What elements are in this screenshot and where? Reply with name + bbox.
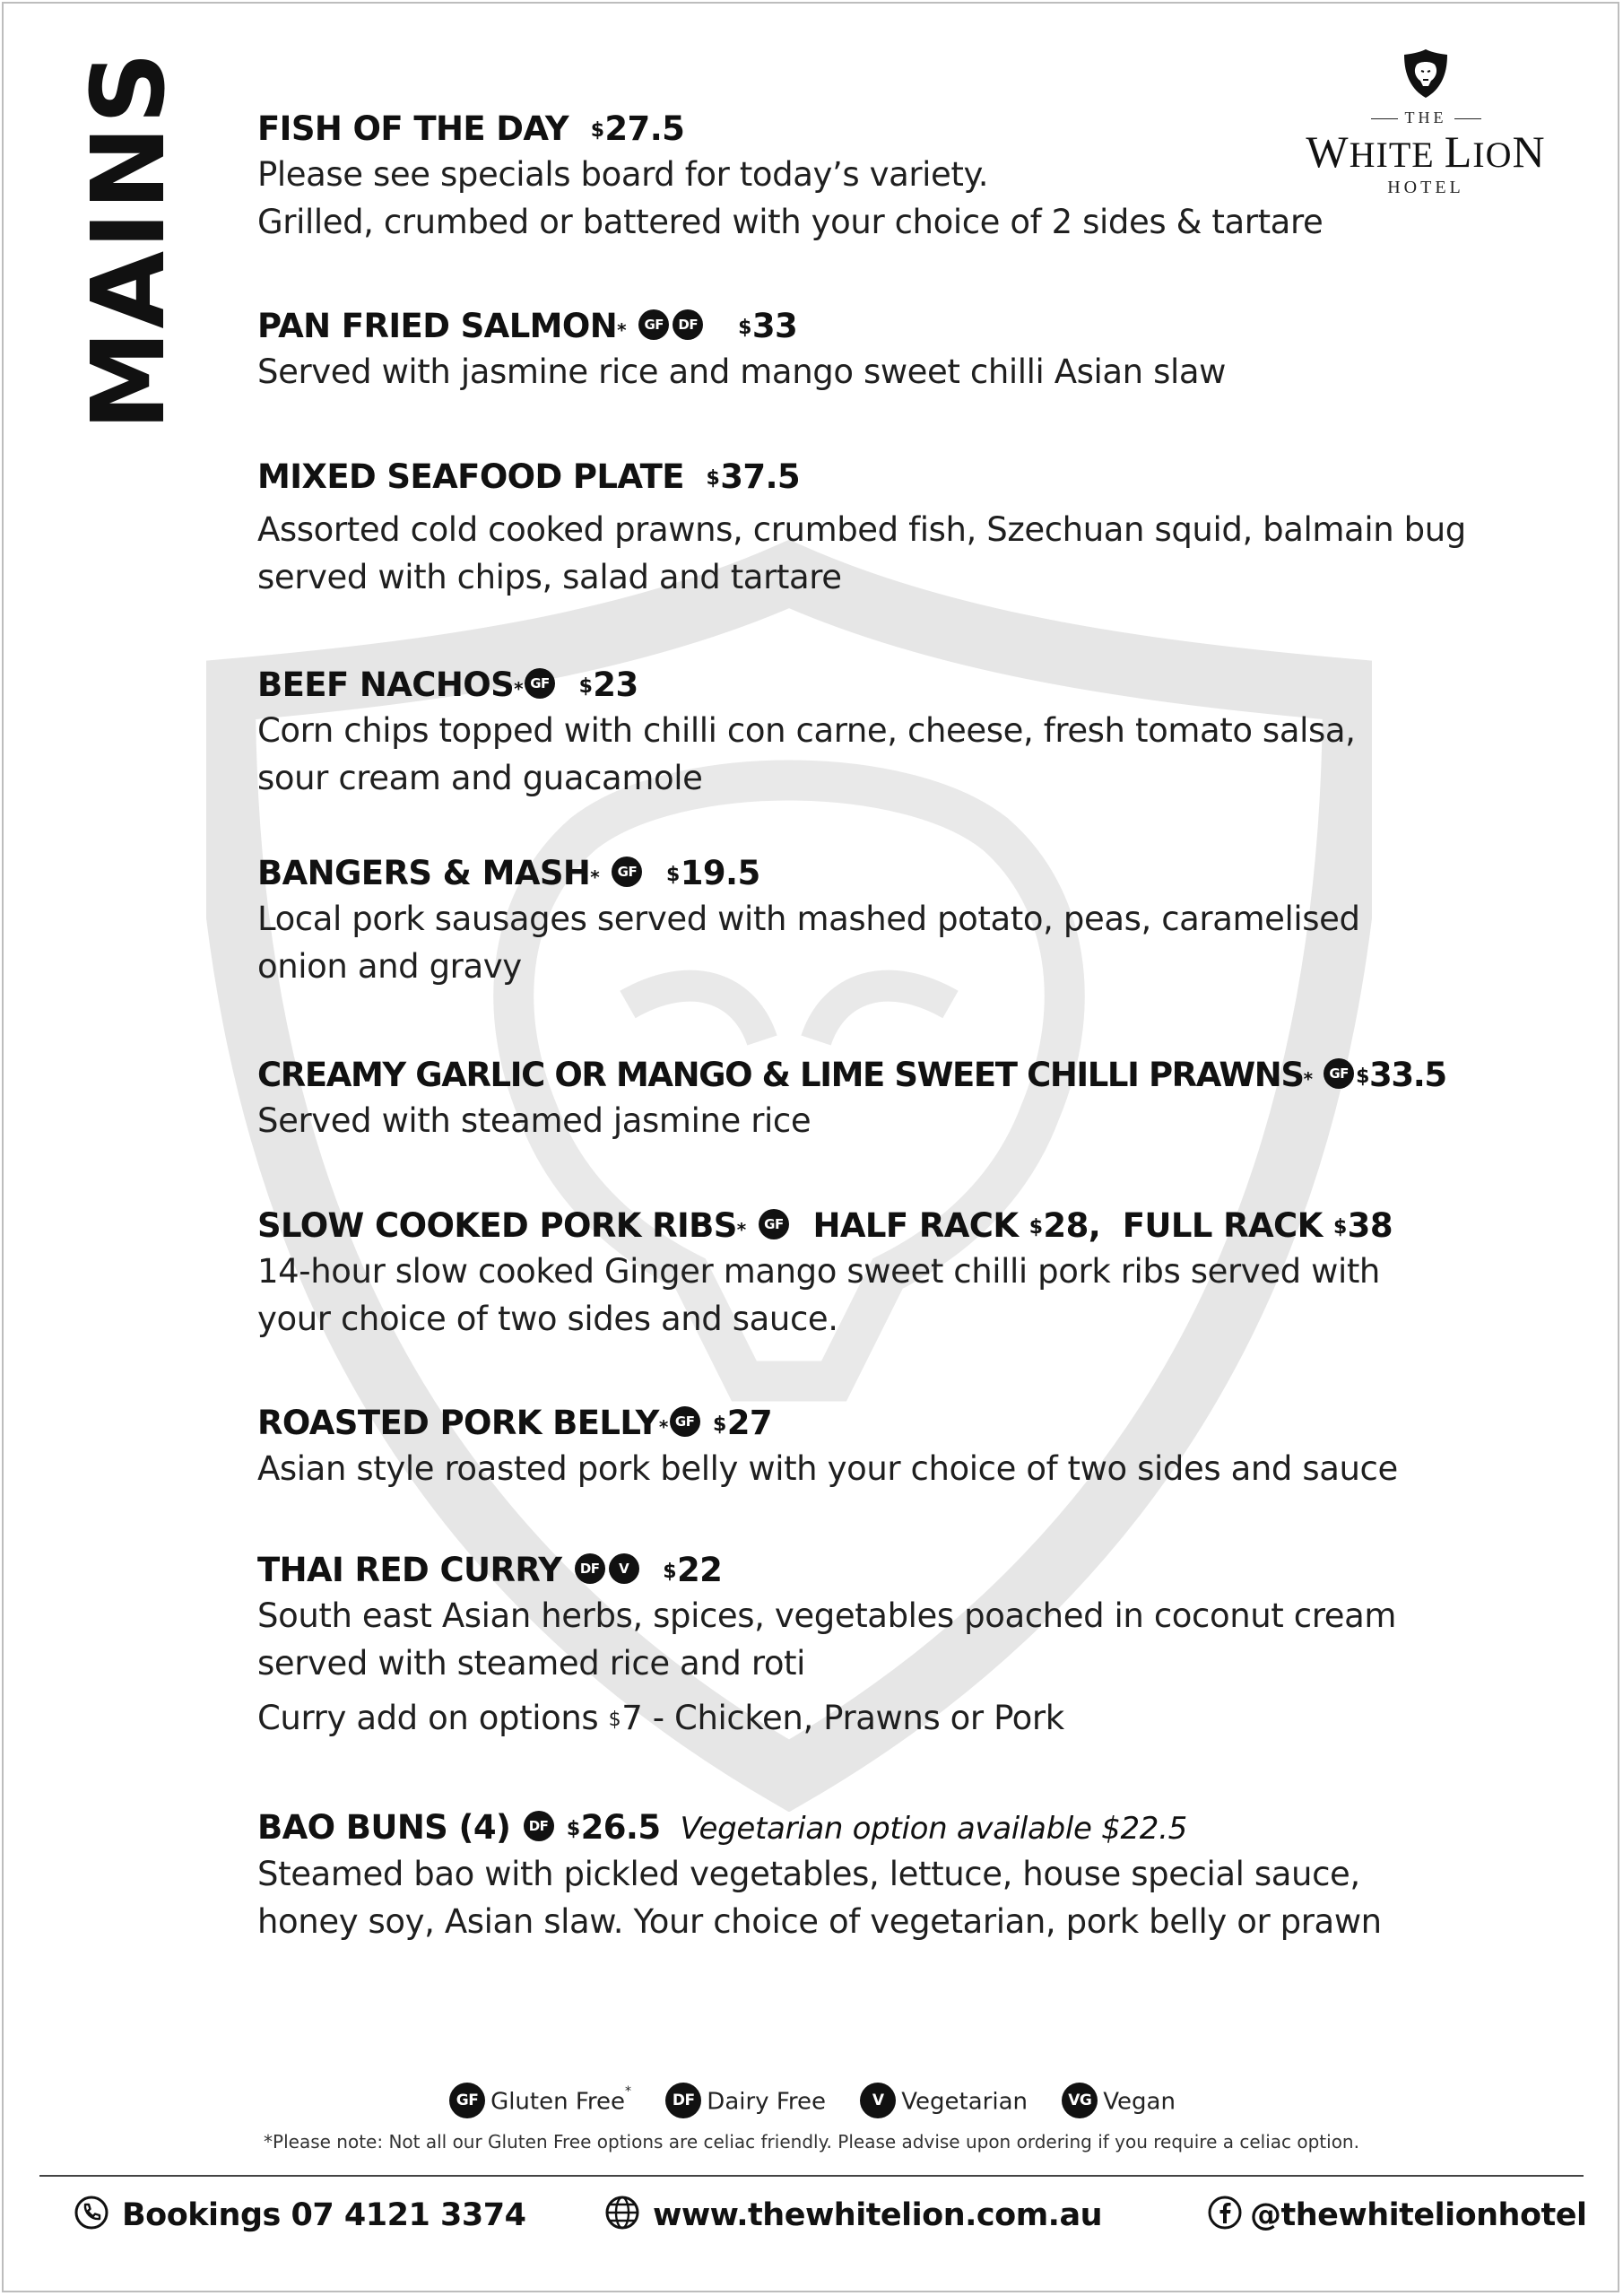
gf-badge-icon: GF [759, 1209, 789, 1239]
item-description: South east Asian herbs, spices, vegetables poached in coconut cream [257, 1596, 1396, 1635]
item-heading: THAI RED CURRY DF V $22 [257, 1551, 723, 1589]
gf-badge-icon: GF [612, 857, 642, 887]
lion-crest-icon [1401, 47, 1451, 100]
v-badge-icon: V [860, 2083, 896, 2118]
menu-item-mixed-seafood-plate [257, 456, 1513, 601]
df-badge-icon: DF [524, 1811, 554, 1841]
item-heading: BEEF NACHOS* GF $23 [257, 665, 638, 704]
globe-icon [604, 2195, 640, 2231]
item-description: honey soy, Asian slaw. Your choice of vegetarian, pork belly or prawn [257, 1902, 1382, 1941]
item-heading: MIXED SEAFOOD PLATE $37.5 [257, 457, 801, 496]
item-heading: ROASTED PORK BELLY* GF $27 [257, 1404, 772, 1442]
legend-vegan: VG Vegan [1060, 2084, 1176, 2120]
logo-hotel: HOTEL [1387, 178, 1464, 197]
menu-item-fish-of-the-day [257, 108, 1513, 246]
item-description: served with chips, salad and tartare [257, 558, 842, 596]
menu-item-thai-red-curry [257, 1549, 1513, 1742]
phone-icon [74, 2195, 109, 2231]
gf-badge-icon: GF [638, 309, 669, 340]
gf-badge-icon: GF [525, 668, 555, 699]
item-heading: FISH OF THE DAY $27.5 [257, 109, 685, 148]
footer-social[interactable]: @thewhitelionhotel [1207, 2197, 1587, 2234]
celiac-disclaimer: *Please note: Not all our Gluten Free options are celiac friendly. Please advise upon ordering if you require a celiac option. [264, 2131, 1359, 2152]
gf-badge-icon: GF [670, 1406, 700, 1437]
footer-divider [39, 2175, 1584, 2177]
df-badge-icon: DF [665, 2083, 701, 2118]
footer-bookings[interactable]: Bookings 07 4121 3374 [74, 2197, 525, 2234]
item-description: sour cream and guacamole [257, 759, 703, 797]
item-description: 14-hour slow cooked Ginger mango sweet chilli pork ribs served with [257, 1252, 1380, 1291]
menu-item-roasted-pork-belly [257, 1402, 1513, 1492]
footer-website[interactable]: www.thewhitelion.com.au [604, 2197, 1102, 2234]
legend-gluten-free: GF Gluten Free* [447, 2084, 631, 2120]
item-description: served with steamed rice and roti [257, 1644, 806, 1683]
item-description: Please see specials board for today’s variety. [257, 155, 989, 194]
vegetarian-note: Vegetarian option available $22.5 [680, 1811, 1187, 1847]
df-badge-icon: DF [575, 1553, 605, 1584]
item-description: onion and gravy [257, 947, 522, 986]
item-description: Served with jasmine rice and mango sweet chilli Asian slaw [257, 352, 1226, 391]
menu-item-pork-ribs [257, 1205, 1513, 1343]
logo-the: THE [1273, 109, 1578, 127]
menu-item-pan-fried-salmon [257, 305, 1513, 396]
item-heading: SLOW COOKED PORK RIBS* GF HALF RACK $28, FULL RACK $38 [257, 1206, 1393, 1245]
legend-dairy-free: DF Dairy Free [664, 2084, 826, 2120]
item-heading: CREAMY GARLIC OR MANGO & LIME SWEET CHILLI PRAWNS* GF $33.5 [257, 1056, 1446, 1094]
legend-vegetarian: V Vegetarian [858, 2084, 1028, 2120]
item-heading: PAN FRIED SALMON* GF DF $33 [257, 307, 798, 345]
item-description: Local pork sausages served with mashed potato, peas, caramelised [257, 900, 1360, 938]
item-description: Asian style roasted pork belly with your choice of two sides and sauce [257, 1449, 1398, 1488]
curry-addon: Curry add on options $7 - Chicken, Prawns or Pork [257, 1699, 1064, 1737]
item-description: Corn chips topped with chilli con carne, cheese, fresh tomato salsa, [257, 711, 1356, 750]
logo-name: WHITE LION [1306, 126, 1546, 177]
item-description: Served with steamed jasmine rice [257, 1101, 812, 1140]
item-description: Steamed bao with pickled vegetables, lettuce, house special sauce, [257, 1855, 1360, 1893]
gf-badge-icon: GF [1324, 1058, 1354, 1089]
menu-item-bao-buns [257, 1806, 1513, 1945]
facebook-icon [1207, 2195, 1243, 2231]
menu-item-beef-nachos [257, 664, 1513, 802]
menu-item-prawns [257, 1054, 1513, 1144]
item-heading: BAO BUNS (4) DF $26.5 Vegetarian option available $22.5 [257, 1808, 1187, 1847]
v-badge-icon: V [609, 1553, 639, 1584]
item-heading: BANGERS & MASH* GF $19.5 [257, 854, 760, 892]
dietary-legend [0, 2084, 1623, 2120]
menu-item-bangers-and-mash [257, 852, 1513, 990]
item-description: your choice of two sides and sauce. [257, 1300, 838, 1338]
vg-badge-icon: VG [1062, 2083, 1098, 2118]
item-description: Assorted cold cooked prawns, crumbed fish, Szechuan squid, balmain bug [257, 510, 1466, 549]
df-badge-icon: DF [673, 309, 703, 340]
section-title: MAINS [71, 49, 187, 430]
gf-badge-icon: GF [449, 2083, 485, 2118]
item-description: Grilled, crumbed or battered with your choice of 2 sides & tartare [257, 203, 1324, 241]
